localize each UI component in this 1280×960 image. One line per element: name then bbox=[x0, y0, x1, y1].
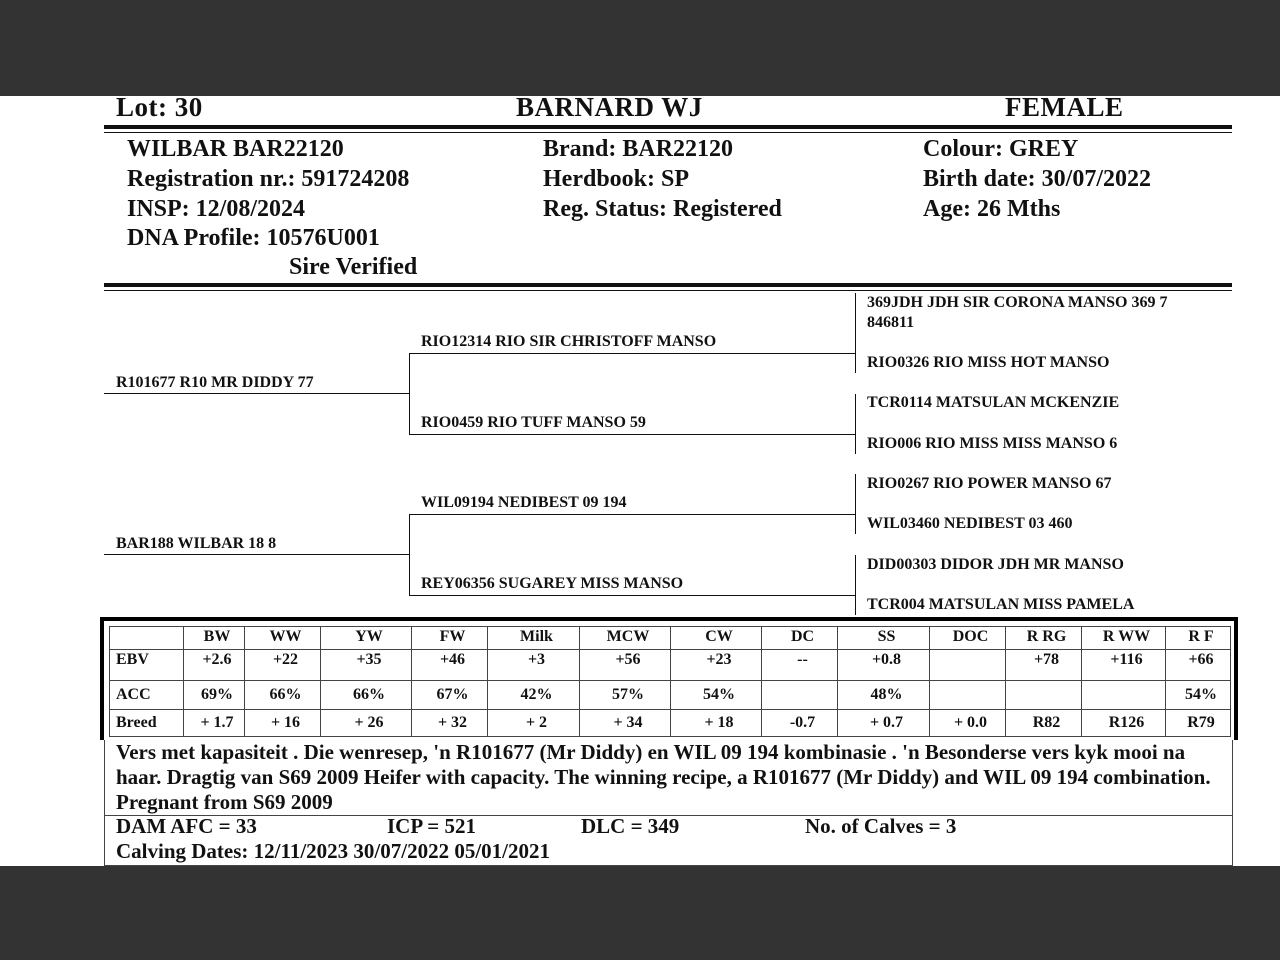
ebv-cell: +116 bbox=[1082, 650, 1166, 681]
pedigree-dam-sire: WIL09194 NEDIBEST 09 194 bbox=[421, 494, 627, 511]
ebv-header-cell: R F bbox=[1166, 627, 1231, 650]
inspection-date: INSP: 12/08/2024 bbox=[127, 196, 306, 222]
age: Age: 26 Mths bbox=[923, 196, 1061, 222]
ebv-cell: +46 bbox=[412, 650, 488, 681]
pedigree-line bbox=[855, 394, 856, 454]
ebv-header-cell bbox=[110, 627, 184, 650]
pedigree-sss-cont: 846811 bbox=[867, 314, 915, 331]
ebv-row bbox=[110, 650, 1231, 681]
breed-cell: + 34 bbox=[580, 710, 671, 737]
ebv-cell: +23 bbox=[671, 650, 762, 681]
pedigree-line bbox=[855, 293, 856, 373]
breed-cell: + 0.7 bbox=[838, 710, 930, 737]
pedigree-sdd: RIO006 RIO MISS MISS MANSO 6 bbox=[867, 435, 1118, 452]
ebv-header-cell: SS bbox=[838, 627, 930, 650]
acc-cell bbox=[1006, 681, 1082, 710]
ebv-panel bbox=[100, 617, 1238, 740]
acc-cell bbox=[762, 681, 838, 710]
ebv-cell: -- bbox=[762, 650, 838, 681]
breed-cell: R126 bbox=[1082, 710, 1166, 737]
ebv-header-cell: WW bbox=[245, 627, 321, 650]
acc-cell: 67% bbox=[412, 681, 488, 710]
ebv-cell: +56 bbox=[580, 650, 671, 681]
pedigree-dsd: WIL03460 NEDIBEST 03 460 bbox=[867, 515, 1073, 532]
ebv-header-cell: Milk bbox=[488, 627, 580, 650]
ebv-cell: +66 bbox=[1166, 650, 1231, 681]
pedigree-line bbox=[409, 595, 855, 596]
breed-cell: + 26 bbox=[321, 710, 412, 737]
pedigree-sds: TCR0114 MATSULAN MCKENZIE bbox=[867, 394, 1120, 411]
header-divider-thick bbox=[104, 125, 1232, 129]
ebv-header-cell: YW bbox=[321, 627, 412, 650]
acc-cell bbox=[1082, 681, 1166, 710]
ebv-table bbox=[109, 626, 1231, 737]
pedigree-line bbox=[409, 353, 855, 354]
acc-cell: 69% bbox=[184, 681, 245, 710]
ebv-cell: +2.6 bbox=[184, 650, 245, 681]
ebv-cell bbox=[930, 650, 1006, 681]
pedigree-dss: RIO0267 RIO POWER MANSO 67 bbox=[867, 475, 1112, 492]
lot-comment: Vers met kapasiteit . Die wenresep, 'n R101677 (Mr Diddy) en WIL 09 194 kombinasie . 'n Besonderse vers kyk mooi na haar. Dragtig van S69 2009 Heifer with capacity. The winning recipe, a R101677 (Mr Diddy) and WIL 09 194 combination. Pregnant from S69 2009 bbox=[116, 740, 1211, 814]
pedigree-line bbox=[104, 393, 409, 394]
breed-row-label: Breed bbox=[110, 710, 184, 737]
pedigree-sire: R101677 R10 MR DIDDY 77 bbox=[116, 374, 314, 391]
pedigree-dam: BAR188 WILBAR 18 8 bbox=[116, 535, 277, 552]
registration-status: Reg. Status: Registered bbox=[543, 196, 782, 222]
info-divider-thick bbox=[104, 283, 1232, 287]
pedigree-line bbox=[409, 514, 855, 515]
pedigree-ssd: RIO0326 RIO MISS HOT MANSO bbox=[867, 354, 1110, 371]
acc-cell: 66% bbox=[321, 681, 412, 710]
animal-name: WILBAR BAR22120 bbox=[127, 136, 344, 162]
breed-cell: + 18 bbox=[671, 710, 762, 737]
ebv-header-cell: R WW bbox=[1082, 627, 1166, 650]
pedigree-sire-sire: RIO12314 RIO SIR CHRISTOFF MANSO bbox=[421, 333, 717, 350]
breed-cell: + 16 bbox=[245, 710, 321, 737]
ebv-cell: +3 bbox=[488, 650, 580, 681]
ebv-header-cell: DC bbox=[762, 627, 838, 650]
breed-row bbox=[110, 710, 1231, 737]
dna-profile: DNA Profile: 10576U001 bbox=[127, 225, 380, 251]
breed-cell: R82 bbox=[1006, 710, 1082, 737]
ebv-header-cell: MCW bbox=[580, 627, 671, 650]
breed-cell: + 1.7 bbox=[184, 710, 245, 737]
acc-row-label: ACC bbox=[110, 681, 184, 710]
acc-cell bbox=[930, 681, 1006, 710]
pedigree-line bbox=[104, 554, 409, 555]
acc-cell: 48% bbox=[838, 681, 930, 710]
acc-cell: 57% bbox=[580, 681, 671, 710]
number-of-calves: No. of Calves = 3 bbox=[805, 814, 957, 838]
pedigree-line bbox=[409, 434, 855, 435]
pedigree-line bbox=[855, 555, 856, 615]
acc-cell: 66% bbox=[245, 681, 321, 710]
info-divider-thin bbox=[104, 290, 1232, 291]
lot-number: Lot: 30 bbox=[116, 92, 203, 122]
ebv-cell: +78 bbox=[1006, 650, 1082, 681]
breed-cell: + 0.0 bbox=[930, 710, 1006, 737]
ebv-header-cell: CW bbox=[671, 627, 762, 650]
herdbook: Herdbook: SP bbox=[543, 166, 690, 192]
pedigree-sss: 369JDH JDH SIR CORONA MANSO 369 7 bbox=[867, 294, 1168, 311]
registration-number: Registration nr.: 591724208 bbox=[127, 166, 410, 192]
ebv-header-cell: DOC bbox=[930, 627, 1006, 650]
breed-cell: R79 bbox=[1166, 710, 1231, 737]
dlc: DLC = 349 bbox=[581, 814, 680, 838]
icp: ICP = 521 bbox=[387, 814, 476, 838]
brand: Brand: BAR22120 bbox=[543, 136, 734, 162]
calving-dates: Calving Dates: 12/11/2023 30/07/2022 05/01/2021 bbox=[116, 839, 551, 863]
breed-cell: + 32 bbox=[412, 710, 488, 737]
acc-row bbox=[110, 681, 1231, 710]
pedigree-line bbox=[409, 514, 410, 595]
pedigree-sire-dam: RIO0459 RIO TUFF MANSO 59 bbox=[421, 414, 646, 431]
ebv-cell: +22 bbox=[245, 650, 321, 681]
pedigree-dam-dam: REY06356 SUGAREY MISS MANSO bbox=[421, 575, 684, 592]
ebv-header-cell: BW bbox=[184, 627, 245, 650]
pedigree-line bbox=[855, 474, 856, 534]
ebv-row-label: EBV bbox=[110, 650, 184, 681]
header-divider-thin bbox=[104, 132, 1232, 133]
ebv-header-row bbox=[110, 627, 1231, 650]
lot-sheet bbox=[0, 92, 1280, 866]
birth-date: Birth date: 30/07/2022 bbox=[923, 166, 1151, 192]
ebv-cell: +35 bbox=[321, 650, 412, 681]
ebv-header-cell: R RG bbox=[1006, 627, 1082, 650]
colour: Colour: GREY bbox=[923, 136, 1079, 162]
ebv-cell: +0.8 bbox=[838, 650, 930, 681]
acc-cell: 42% bbox=[488, 681, 580, 710]
sex-label: FEMALE bbox=[1005, 92, 1124, 122]
breeder-name: BARNARD WJ bbox=[516, 92, 703, 122]
pedigree-dds: DID00303 DIDOR JDH MR MANSO bbox=[867, 556, 1124, 573]
sire-verified: Sire Verified bbox=[289, 254, 418, 280]
breed-cell: + 2 bbox=[488, 710, 580, 737]
notes-panel bbox=[104, 740, 1233, 866]
ebv-header-cell: FW bbox=[412, 627, 488, 650]
acc-cell: 54% bbox=[1166, 681, 1231, 710]
pedigree-line bbox=[409, 353, 410, 434]
dam-afc: DAM AFC = 33 bbox=[116, 814, 257, 838]
acc-cell: 54% bbox=[671, 681, 762, 710]
breed-cell: -0.7 bbox=[762, 710, 838, 737]
pedigree-ddd: TCR004 MATSULAN MISS PAMELA bbox=[867, 596, 1135, 613]
